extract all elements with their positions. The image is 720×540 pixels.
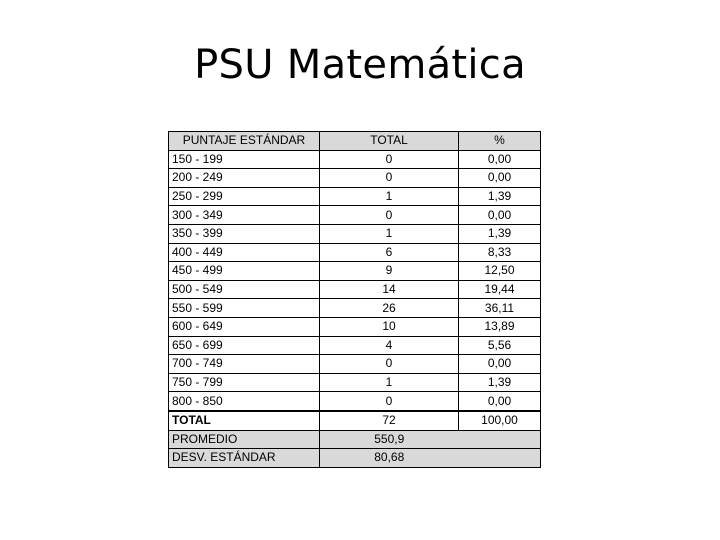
score-range-cell: 800 - 850 [169,392,320,411]
percent-cell: 0,00 [459,355,541,374]
count-cell: 4 [320,336,459,355]
score-range-cell: 700 - 749 [169,355,320,374]
score-range-cell: 500 - 549 [169,280,320,299]
count-cell: 0 [320,169,459,188]
count-cell: 1 [320,187,459,206]
score-distribution-table [168,131,541,468]
table-row [169,373,541,392]
count-cell: 1 [320,373,459,392]
percent-cell: 0,00 [459,392,541,411]
table-row [169,187,541,206]
table-row [169,336,541,355]
table-row [169,299,541,318]
percent-cell: 1,39 [459,187,541,206]
stat-row-promedio [169,430,541,449]
percent-cell: 0,00 [459,169,541,188]
header-percent: % [459,132,541,151]
score-range-cell: 350 - 399 [169,224,320,243]
stat-value: 80,68 [320,449,459,468]
header-puntaje: PUNTAJE ESTÁNDAR [169,132,320,151]
count-cell: 0 [320,150,459,169]
percent-cell: 0,00 [459,150,541,169]
slide-title: PSU Matemática [194,42,526,88]
total-count: 72 [320,411,459,430]
count-cell: 0 [320,355,459,374]
score-range-cell: 250 - 299 [169,187,320,206]
stat-label: PROMEDIO [169,430,320,449]
table-header-row [169,132,541,151]
count-cell: 14 [320,280,459,299]
score-range-cell: 650 - 699 [169,336,320,355]
count-cell: 6 [320,243,459,262]
total-label: TOTAL [169,411,320,430]
count-cell: 0 [320,392,459,411]
score-range-cell: 400 - 449 [169,243,320,262]
score-range-cell: 750 - 799 [169,373,320,392]
stat-row-desviacion [169,449,541,468]
table-body [169,150,541,467]
table-row [169,355,541,374]
percent-cell: 13,89 [459,317,541,336]
percent-cell: 36,11 [459,299,541,318]
percent-cell: 5,56 [459,336,541,355]
table-row [169,206,541,225]
table-row [169,392,541,411]
score-range-cell: 550 - 599 [169,299,320,318]
count-cell: 10 [320,317,459,336]
total-row [169,411,541,430]
stat-blank [459,449,541,468]
header-total: TOTAL [320,132,459,151]
stat-label: DESV. ESTÁNDAR [169,449,320,468]
total-percent: 100,00 [459,411,541,430]
percent-cell: 19,44 [459,280,541,299]
table-row [169,150,541,169]
percent-cell: 12,50 [459,262,541,281]
percent-cell: 8,33 [459,243,541,262]
percent-cell: 1,39 [459,224,541,243]
stat-blank [459,430,541,449]
score-range-cell: 300 - 349 [169,206,320,225]
stat-value: 550,9 [320,430,459,449]
count-cell: 26 [320,299,459,318]
table-row [169,224,541,243]
score-range-cell: 200 - 249 [169,169,320,188]
table-row [169,243,541,262]
table-row [169,262,541,281]
percent-cell: 0,00 [459,206,541,225]
score-range-cell: 150 - 199 [169,150,320,169]
table-row [169,317,541,336]
score-range-cell: 600 - 649 [169,317,320,336]
count-cell: 9 [320,262,459,281]
table-row [169,280,541,299]
percent-cell: 1,39 [459,373,541,392]
table-row [169,169,541,188]
count-cell: 1 [320,224,459,243]
count-cell: 0 [320,206,459,225]
score-range-cell: 450 - 499 [169,262,320,281]
